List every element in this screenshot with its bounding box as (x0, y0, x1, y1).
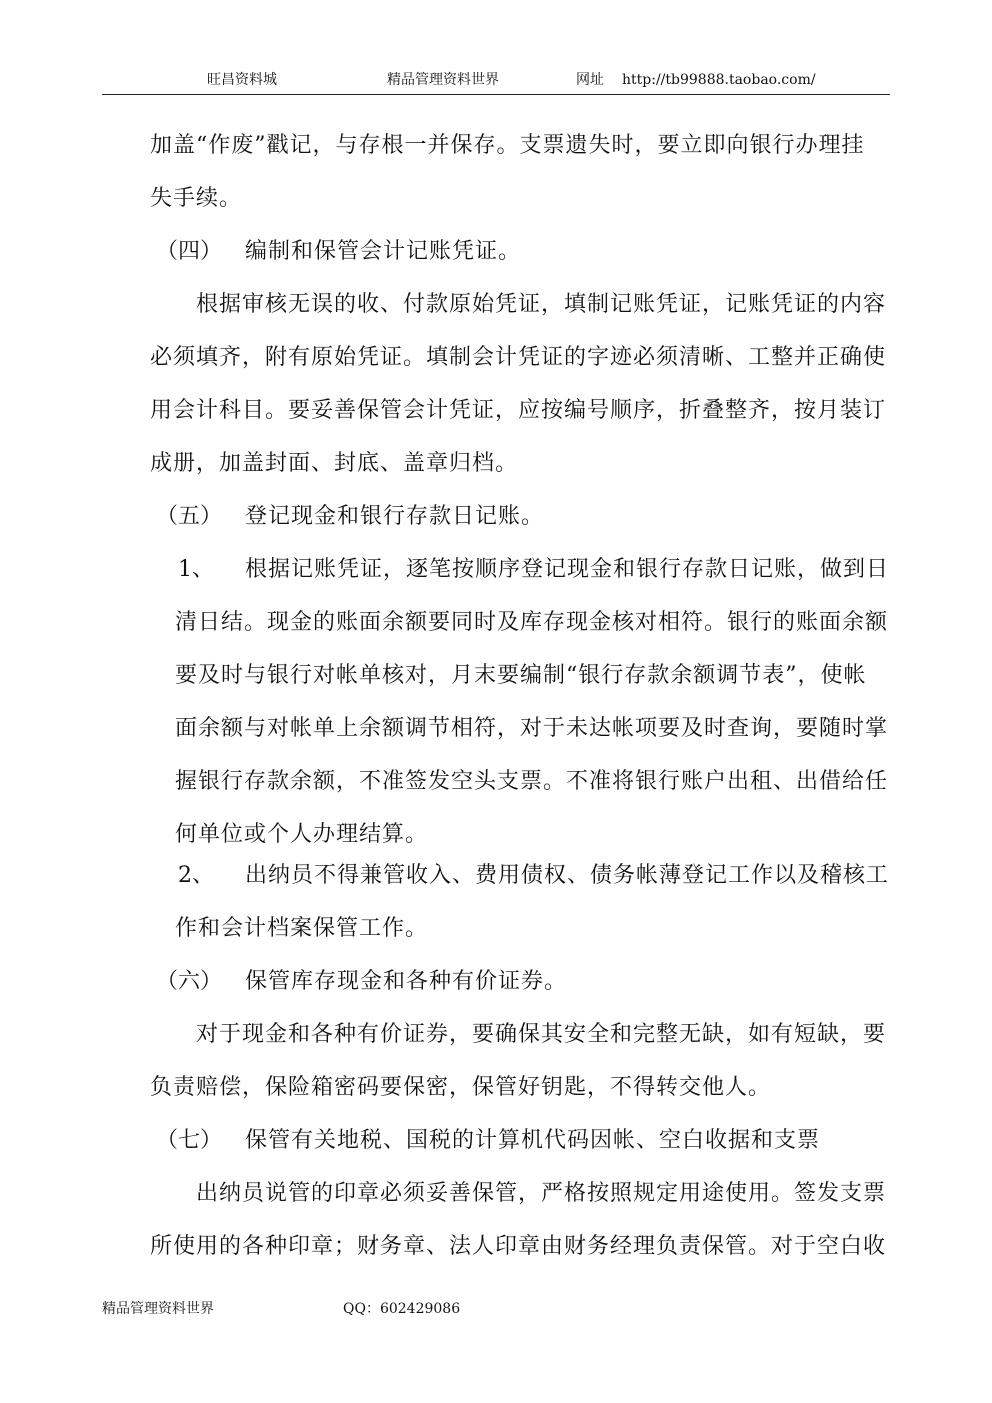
paragraph-line: 失手续。 (150, 186, 243, 211)
paragraph-line: 成册，加盖封面、封底、盖章归档。 (150, 451, 519, 476)
header-site: 旺昌资料城 (207, 72, 277, 88)
paragraph-line: 必须填齐，附有原始凭证。填制会计凭证的字迹必须清晰、工整并正确使 (150, 345, 887, 370)
page-header (102, 70, 890, 95)
list-item-line: 作和会计档案保管工作。 (175, 916, 429, 941)
section-number: （六） (156, 969, 223, 994)
header-url-label: 网址 (576, 72, 604, 88)
paragraph-line: 用会计科目。要妥善保管会计凭证，应按编号顺序，折叠整齐，按月装订 (150, 398, 887, 423)
list-item-line: 面余额与对帐单上余额调节相符，对于未达帐项要及时查询，要随时掌 (175, 716, 889, 741)
paragraph-line: 出纳员说管的印章必须妥善保管，严格按照规定用途使用。签发支票 (196, 1181, 887, 1206)
list-item-line: 何单位或个人办理结算。 (175, 822, 429, 847)
section-heading: 编制和保管会计记账凭证。 (245, 239, 522, 264)
footer-title: 精品管理资料世界 (102, 1301, 214, 1317)
section-number: （五） (156, 504, 223, 529)
section-heading: 保管有关地税、国税的计算机代码因帐、空白收据和支票 (245, 1128, 821, 1153)
list-item-line: 出纳员不得兼管收入、费用债权、债务帐薄登记工作以及稽核工 (245, 863, 890, 888)
section-number: （七） (156, 1128, 223, 1153)
paragraph-line: 对于现金和各种有价证券，要确保其安全和完整无缺，如有短缺，要 (196, 1022, 887, 1047)
section-heading: 登记现金和银行存款日记账。 (245, 504, 545, 529)
section-number: （四） (156, 239, 223, 264)
footer-qq: QQ：602429086 (343, 1301, 461, 1317)
paragraph-line: 加盖“作废”戳记，与存根一并保存。支票遗失时，要立即向银行办理挂 (150, 133, 865, 158)
paragraph-line: 负责赔偿，保险箱密码要保密，保管好钥匙，不得转交他人。 (150, 1075, 772, 1100)
list-item-line: 要及时与银行对帐单核对，月末要编制“银行存款余额调节表”，使帐 (175, 663, 867, 688)
list-item-line: 握银行存款余额，不准签发空头支票。不准将银行账户出租、出借给任 (175, 769, 889, 794)
paragraph-line: 所使用的各种印章；财务章、法人印章由财务经理负责保管。对于空白收 (150, 1234, 887, 1259)
paragraph-line: 根据审核无误的收、付款原始凭证，填制记账凭证，记账凭证的内容 (196, 292, 887, 317)
section-heading: 保管库存现金和各种有价证券。 (245, 969, 568, 994)
list-item-number: 1、 (178, 557, 214, 582)
header-url[interactable]: http://tb99888.taobao.com/ (622, 72, 816, 88)
list-item-number: 2、 (178, 863, 214, 888)
header-title: 精品管理资料世界 (387, 72, 499, 88)
list-item-line: 清日结。现金的账面余额要同时及库存现金核对相符。银行的账面余额 (175, 610, 889, 635)
list-item-line: 根据记账凭证，逐笔按顺序登记现金和银行存款日记账，做到日 (245, 557, 890, 582)
